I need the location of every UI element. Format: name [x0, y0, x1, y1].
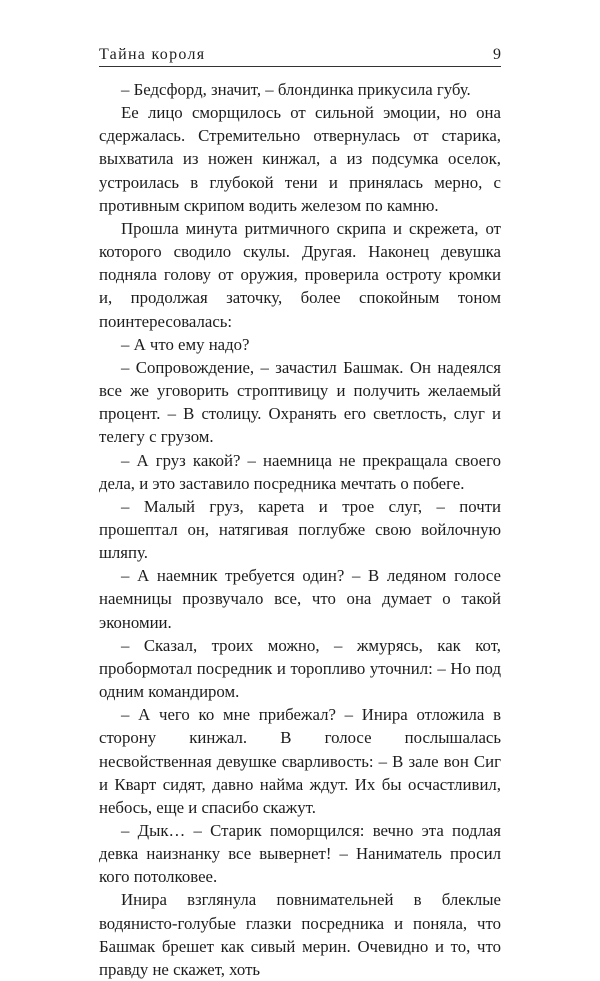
header-rule — [99, 66, 501, 67]
paragraph: – Сказал, троих можно, – жмурясь, как кот, пробормотал посредник и торопливо уточнил: – Но под одним командиром. — [99, 635, 501, 702]
paragraph: – Сопровождение, – зачастил Башмак. Он надеялся все же уговорить строптивицу и получить желаемый процент. – В столицу. Охранять его светлость, слуг и телегу с грузом. — [99, 357, 501, 447]
paragraph: Инира взглянула повнимательней в блеклые водянисто-голубые глазки посредника и поняла, что Башмак брешет как сивый мерин. Очевидно и то, что правду не скажет, хоть — [99, 890, 501, 979]
book-title: Тайна короля — [99, 46, 206, 63]
paragraph: – Дык… – Старик поморщился: вечно эта подлая девка наизнанку все вывернет! – Наниматель просил кого потолковее. — [99, 821, 501, 887]
paragraph: Ее лицо сморщилось от сильной эмоции, но она сдержалась. Стремительно отвернулась от старика, выхватила из ножен кинжал, а из подсумка оселок, устроилась в глубокой тени и принялась мерно, с противным скрипом водить железом по камню. — [99, 103, 501, 215]
paragraph: – А чего ко мне прибежал? – Инира отложила в сторону кинжал. В голосе послышалась несвойственная девушке сварливость: – В зале вон Сиг и Кварт сидят, давно найма ждут. Их бы осчастливил, небось, еще и спасибо скажут. — [99, 705, 501, 817]
paragraph: – Малый груз, карета и трое слуг, – почти прошептал он, натягивая поглубже свою войлочную шляпу. — [99, 496, 501, 563]
paragraph: – Бедсфорд, значит, – блондинка прикусила губу. — [121, 80, 471, 99]
paragraph: – А наемник требуется один? – В ледяном голосе наемницы прозвучало все, что она думает о такой экономии. — [99, 566, 501, 632]
running-head — [99, 40, 501, 64]
page-number: 9 — [493, 46, 501, 63]
paragraph: – А что ему надо? — [121, 334, 250, 354]
paragraph: – А груз какой? – наемница не прекращала своего дела, и это заставило посредника мечтать о побеге. — [99, 450, 501, 493]
paragraph: Прошла минута ритмичного скрипа и скрежета, от которого сводило скулы. Другая. Наконец девушка подняла голову от оружия, проверила остроту кромки и, продолжая заточку, более спокойным тоном поинтересовалась: — [99, 218, 501, 331]
body-text — [99, 78, 501, 981]
